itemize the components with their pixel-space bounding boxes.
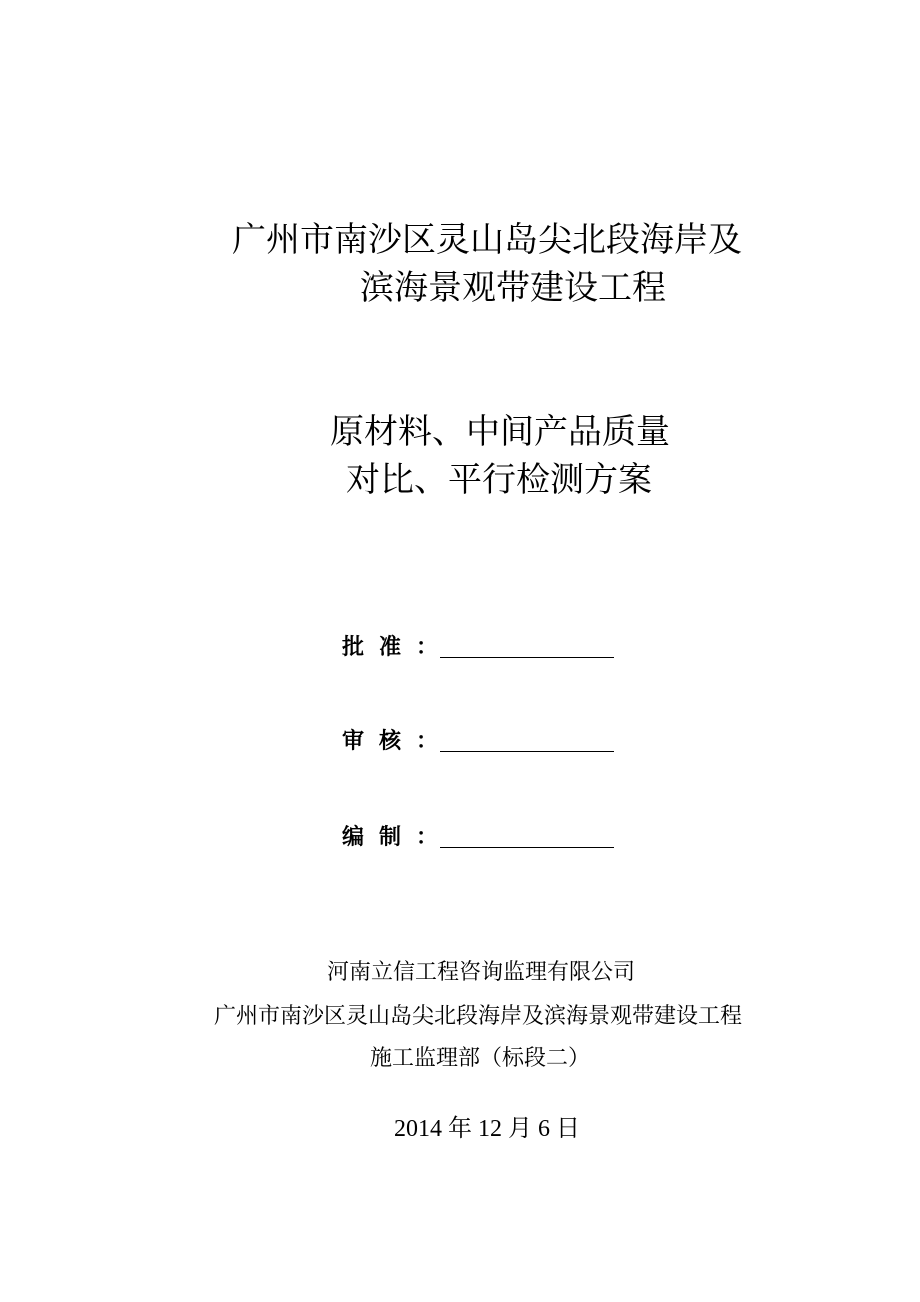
footer-project: 广州市南沙区灵山岛尖北段海岸及滨海景观带建设工程	[214, 1004, 743, 1029]
document-title-line-2: 对比、平行检测方案	[346, 460, 652, 500]
signature-label-char: 审	[342, 728, 365, 754]
signature-label-char: 核	[378, 728, 401, 754]
signature-row-review	[342, 722, 614, 756]
signature-label-approve	[342, 632, 438, 662]
document-title-line-1: 原材料、中间产品质量	[330, 412, 670, 452]
signature-blank-review[interactable]	[440, 725, 614, 752]
signature-label-char: 批	[342, 634, 365, 660]
signature-row-approve	[342, 628, 614, 662]
signature-colon: ：	[415, 824, 438, 850]
signature-colon: ：	[415, 634, 438, 660]
signature-row-compile	[342, 818, 614, 852]
footer-company: 河南立信工程咨询监理有限公司	[327, 960, 636, 985]
signature-label-char: 编	[342, 824, 365, 850]
signature-label-review	[342, 726, 438, 756]
project-title-line-1: 广州市南沙区灵山岛尖北段海岸及	[232, 220, 742, 260]
footer-department: 施工监理部（标段二）	[370, 1046, 591, 1071]
signature-blank-approve[interactable]	[440, 631, 614, 658]
project-title-line-2: 滨海景观带建设工程	[360, 268, 666, 308]
signature-colon: ：	[415, 728, 438, 754]
signature-label-compile	[342, 822, 438, 852]
signature-label-char: 准	[378, 634, 401, 660]
signature-label-char: 制	[378, 824, 401, 850]
document-date: 2014 年 12 月 6 日	[394, 1116, 580, 1142]
signature-blank-compile[interactable]	[440, 821, 614, 848]
